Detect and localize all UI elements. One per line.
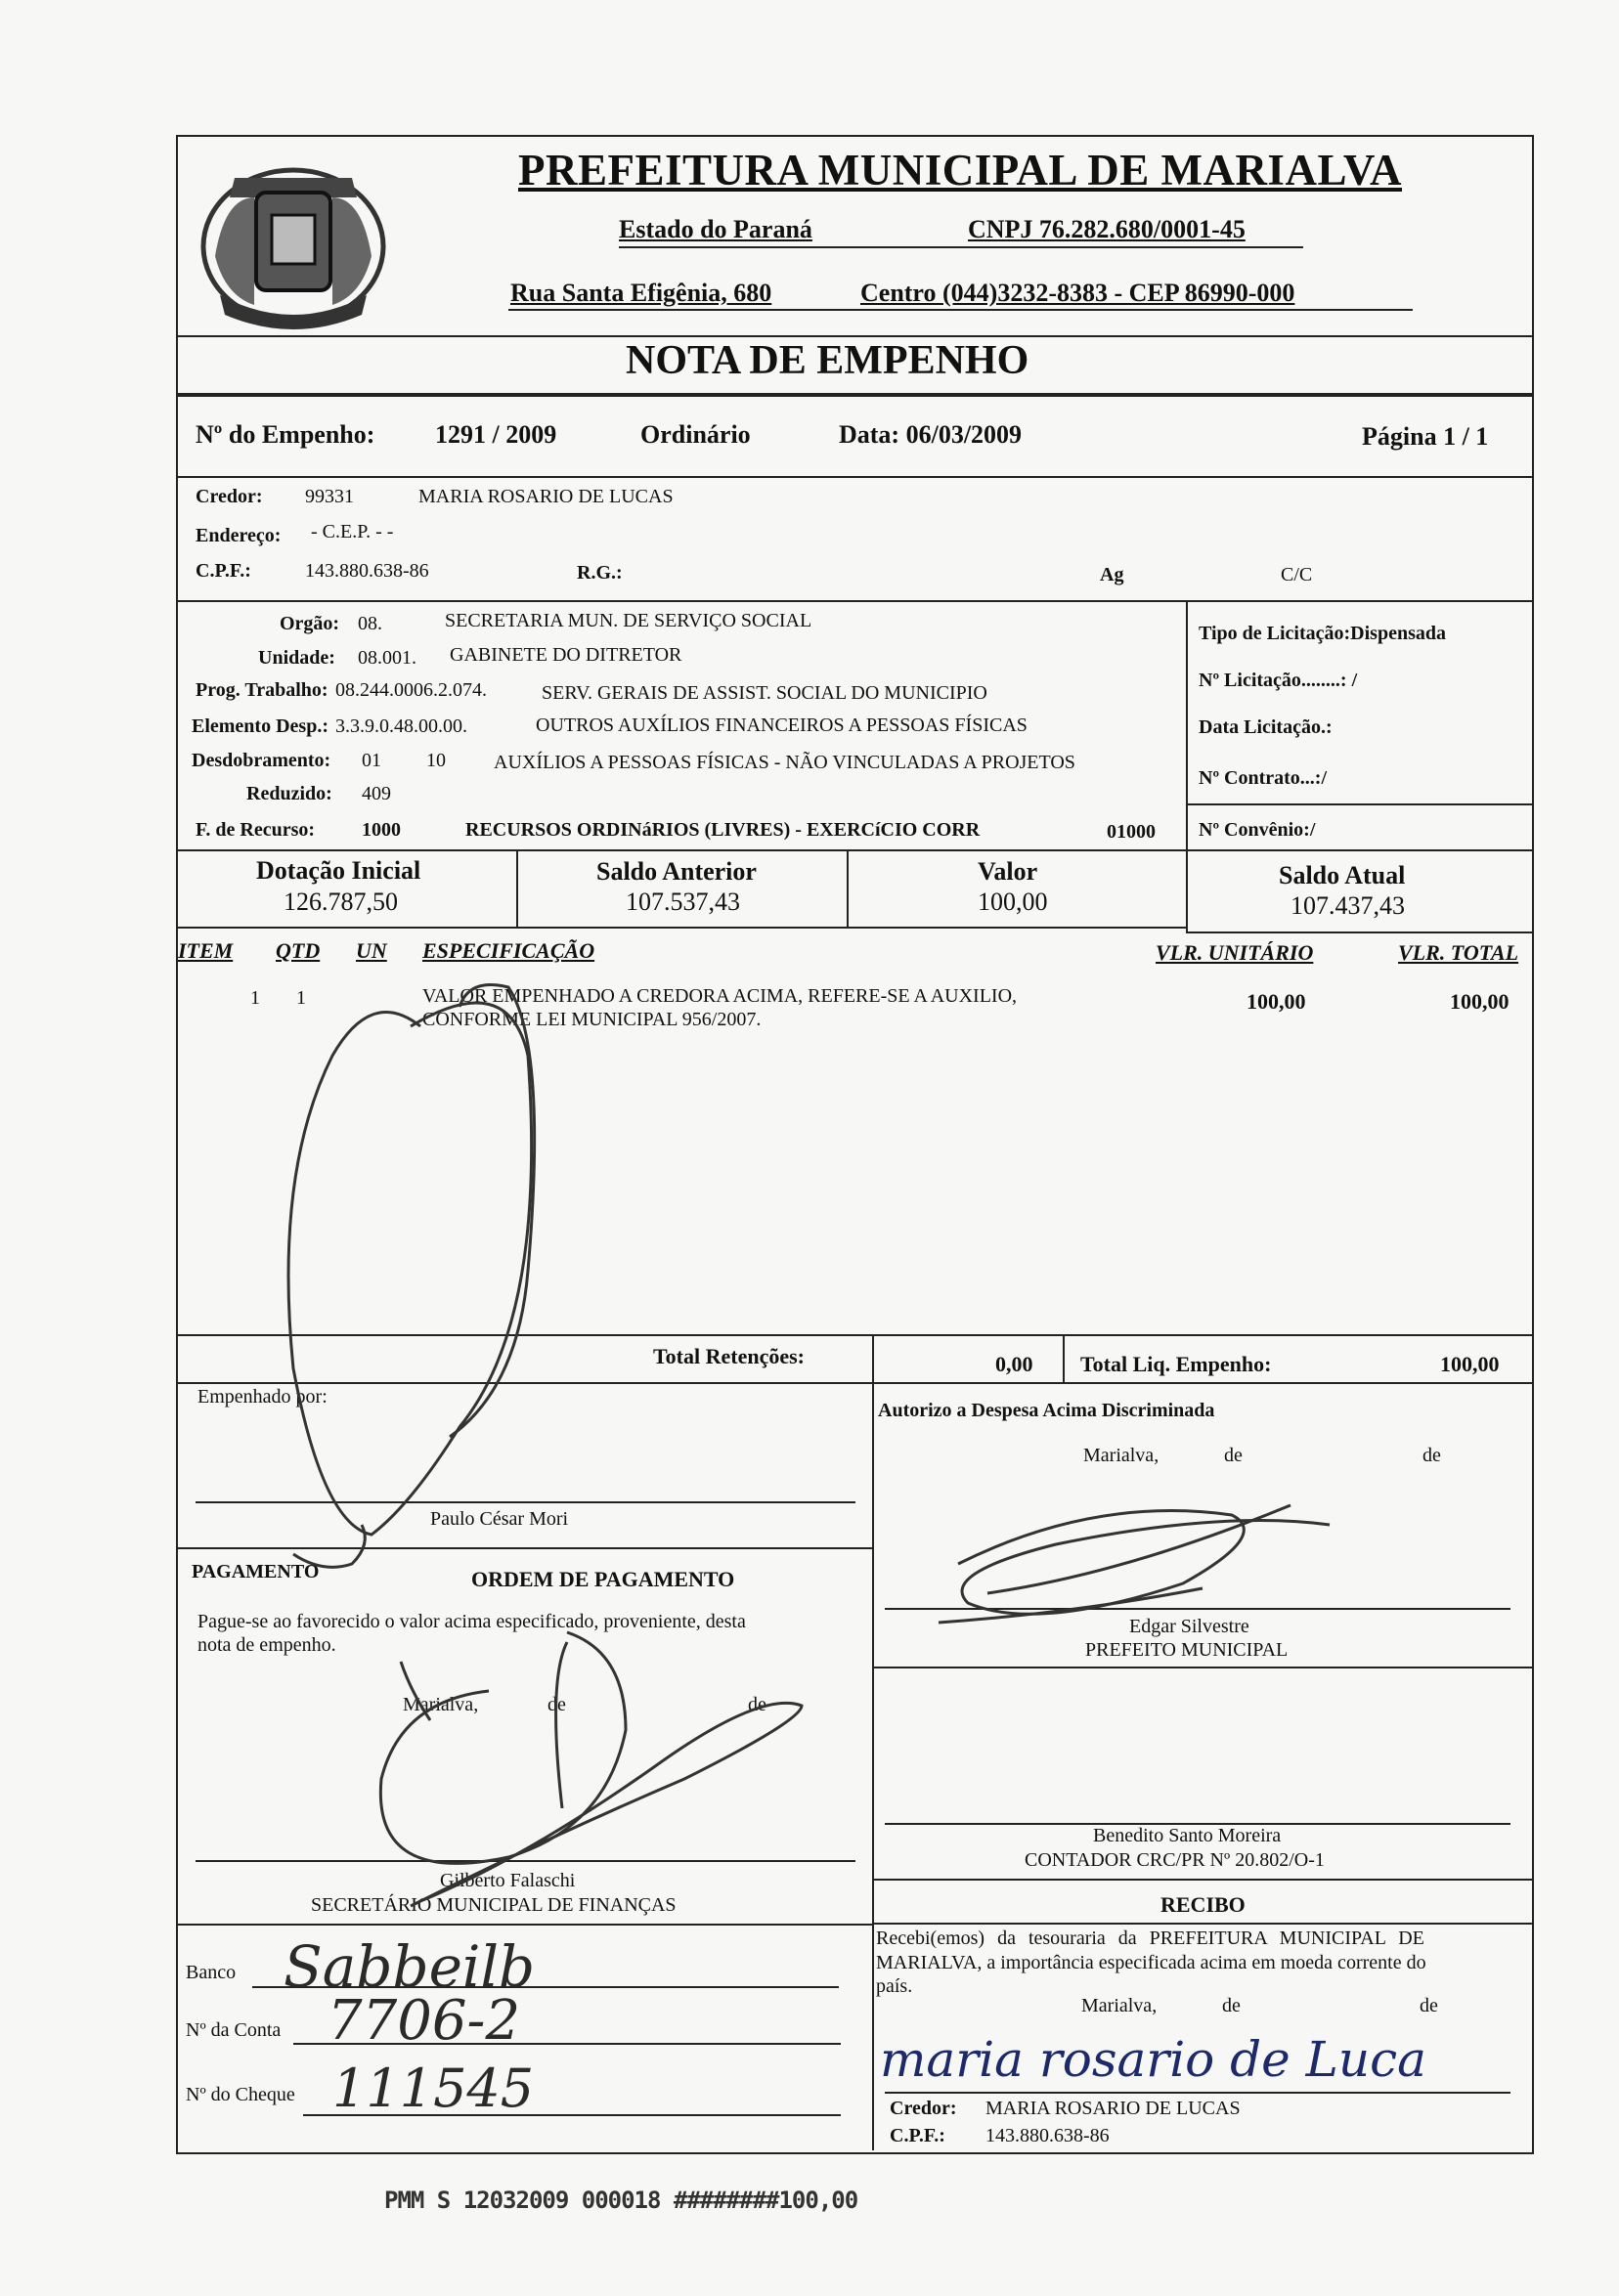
banco-label: Banco: [186, 1962, 237, 1983]
cpf-label: C.P.F.:: [196, 560, 251, 582]
item-qtd: 1: [296, 987, 306, 1009]
contador-name: Benedito Santo Moreira: [1093, 1825, 1282, 1846]
credor-signature: maria rosario de Luca: [880, 2031, 1426, 2088]
cheque-handwritten: 111545: [332, 2058, 535, 2119]
divider: [176, 600, 1532, 602]
convenio: Nº Convênio:/: [1199, 819, 1316, 841]
licitacao-data: Data Licitação.:: [1199, 716, 1333, 738]
item-description-line2: CONFORME LEI MUNICIPAL 956/2007.: [422, 1009, 762, 1030]
orgao-label: Orgão:: [280, 613, 340, 634]
col-un: UN: [356, 938, 387, 963]
unidade-label: Unidade:: [258, 647, 335, 669]
empenho-number: 1291 / 2009: [435, 420, 557, 449]
conta-handwritten: 7706-2: [328, 1989, 521, 2053]
divider: [1063, 1334, 1065, 1383]
banco-handwritten: Sabbeilb: [284, 1933, 536, 2000]
divider: [872, 1667, 1532, 1668]
divider: [176, 849, 1532, 851]
dotacao-label: Dotação Inicial: [256, 856, 421, 885]
item-total-value: 100,00: [1450, 989, 1510, 1014]
prog-name: SERV. GERAIS DE ASSIST. SOCIAL DO MUNICIPIO: [542, 682, 987, 704]
ag-label: Ag: [1100, 564, 1124, 585]
saldo-anterior-label: Saldo Anterior: [596, 857, 757, 886]
divider: [872, 1382, 874, 2150]
recibo-credor-name: MARIA ROSARIO DE LUCAS: [985, 2098, 1241, 2119]
recibo-text-3: país.: [876, 1975, 913, 1997]
divider: [872, 1879, 1532, 1881]
total-liq-label: Total Liq. Empenho:: [1080, 1352, 1272, 1376]
rg-label: R.G.:: [577, 562, 623, 584]
col-vlr-total: VLR. TOTAL: [1398, 940, 1519, 965]
pague-se-text-1: Pague-se ao favorecido o valor acima especificado, proveniente, desta: [197, 1611, 746, 1632]
doc-title: NOTA DE EMPENHO: [626, 338, 1029, 383]
recurso-name: RECURSOS ORDINáRIOS (LIVRES) - EXERCíCIO CORR: [465, 819, 981, 841]
recibo-text-1: Recebi(emos) da tesouraria da PREFEITURA MUNICIPAL DE: [876, 1928, 1424, 1949]
prefeito-name: Edgar Silvestre: [1129, 1616, 1249, 1637]
contrato: Nº Contrato...:/: [1199, 767, 1328, 789]
total-liq-value: 100,00: [1440, 1352, 1500, 1376]
divider: [1186, 931, 1532, 933]
de-label: de: [1222, 1995, 1241, 2016]
col-especificacao: ESPECIFICAÇÃO: [422, 938, 595, 963]
signature-line: [196, 1860, 855, 1862]
licitacao-numero: Nº Licitação........: /: [1199, 670, 1358, 691]
recibo-cpf-label: C.P.F.:: [890, 2125, 945, 2146]
desdobramento-label: Desdobramento:: [192, 750, 331, 771]
prog-label: Prog. Trabalho:: [196, 679, 328, 701]
unidade-code: 08.001.: [358, 647, 416, 669]
col-vlr-unitario: VLR. UNITÁRIO: [1156, 940, 1314, 965]
cheque-label: Nº do Cheque: [186, 2084, 295, 2105]
cpf-value: 143.880.638-86: [305, 560, 429, 582]
recurso-code: 1000: [362, 819, 401, 841]
credor-code: 99331: [305, 486, 354, 507]
dotacao-value: 126.787,50: [284, 888, 398, 916]
desd-b: 10: [426, 750, 446, 771]
secretario-role: SECRETÁRIO MUNICIPAL DE FINANÇAS: [311, 1894, 677, 1916]
item-number: 1: [250, 987, 260, 1009]
orgao-code: 08.: [358, 613, 382, 634]
reduzido-label: Reduzido:: [246, 783, 332, 804]
divider: [872, 1923, 1532, 1925]
empenhado-name: Paulo César Mori: [430, 1508, 569, 1530]
divider: [176, 393, 1532, 397]
elemento-name: OUTROS AUXÍLIOS FINANCEIROS A PESSOAS FÍSICAS: [536, 715, 1028, 736]
page-title: PREFEITURA MUNICIPAL DE MARIALVA: [518, 146, 1403, 195]
elemento-label: Elemento Desp.:: [192, 715, 328, 737]
de-label: de: [547, 1694, 566, 1715]
marialva-date-label: Marialva,: [403, 1694, 479, 1715]
empenho-type: Ordinário: [640, 420, 751, 449]
conta-label: Nº da Conta: [186, 2019, 282, 2041]
recibo-title: RECIBO: [1160, 1892, 1246, 1917]
signature-line: [196, 1501, 855, 1503]
recibo-credor-label: Credor:: [890, 2098, 957, 2119]
reduzido-value: 409: [362, 783, 391, 804]
retencoes-label: Total Retenções:: [653, 1344, 805, 1368]
divider: [176, 1382, 1532, 1384]
empenho-date: Data: 06/03/2009: [839, 420, 1023, 449]
recibo-cpf-value: 143.880.638-86: [985, 2125, 1110, 2146]
de-label: de: [748, 1694, 766, 1715]
secretario-name: Gilberto Falaschi: [440, 1870, 576, 1891]
contact-info: Centro (044)3232-8383 - CEP 86990-000: [860, 279, 1295, 307]
endereco-value: - C.E.P. - -: [311, 521, 394, 542]
cc-label: C/C: [1281, 564, 1313, 585]
street-address: Rua Santa Efigênia, 680: [510, 279, 772, 307]
pague-se-text-2: nota de empenho.: [197, 1634, 336, 1656]
retencoes-value: 0,00: [995, 1352, 1033, 1376]
unidade-name: GABINETE DO DITRETOR: [450, 644, 682, 666]
item-unit-value: 100,00: [1247, 989, 1306, 1014]
recurso-label: F. de Recurso:: [196, 819, 316, 841]
divider: [516, 849, 518, 928]
saldo-atual-label: Saldo Atual: [1279, 861, 1406, 889]
recurso-number: 01000: [1107, 821, 1156, 843]
divider: [176, 1547, 872, 1549]
marialva-date-label: Marialva,: [1083, 1445, 1160, 1466]
col-qtd: QTD: [276, 938, 321, 963]
header-rule-2: [508, 309, 1413, 311]
credor-name: MARIA ROSARIO DE LUCAS: [418, 486, 674, 507]
desdobramento-name: AUXÍLIOS A PESSOAS FÍSICAS - NÃO VINCULADAS A PROJETOS: [494, 752, 1075, 773]
state-name: Estado do Paraná: [619, 215, 812, 243]
credor-label: Credor:: [196, 486, 263, 507]
divider: [176, 927, 1186, 929]
valor-label: Valor: [978, 857, 1038, 886]
saldo-atual-value: 107.437,43: [1291, 891, 1405, 920]
de-label: de: [1420, 1995, 1438, 2016]
col-item: ITEM: [178, 938, 234, 963]
valor-value: 100,00: [978, 888, 1048, 916]
machine-stamp: PMM S 12032009 000018 ########100,00: [384, 2187, 858, 2214]
item-description-line1: VALOR EMPENHADO A CREDORA ACIMA, REFERE-SE A AUXILIO,: [422, 985, 1018, 1007]
divider: [176, 1924, 872, 1926]
pagamento-label: PAGAMENTO: [192, 1561, 320, 1582]
saldo-anterior-value: 107.537,43: [626, 888, 740, 916]
coat-of-arms-logo: [196, 139, 391, 334]
contador-role: CONTADOR CRC/PR Nº 20.802/O-1: [1025, 1849, 1325, 1871]
ordem-pagamento-label: ORDEM DE PAGAMENTO: [471, 1567, 735, 1591]
header-rule-1: [619, 246, 1303, 248]
endereco-label: Endereço:: [196, 525, 282, 546]
divider: [1186, 803, 1532, 805]
elemento-code: 3.3.9.0.48.00.00.: [335, 715, 467, 737]
cnpj: CNPJ 76.282.680/0001-45: [968, 215, 1246, 243]
orgao-name: SECRETARIA MUN. DE SERVIÇO SOCIAL: [445, 610, 812, 631]
marialva-date-label: Marialva,: [1081, 1995, 1158, 2016]
prefeito-role: PREFEITO MUNICIPAL: [1085, 1639, 1289, 1661]
divider: [1186, 849, 1188, 932]
divider: [176, 1334, 1532, 1336]
de-label: de: [1422, 1445, 1441, 1466]
desd-a: 01: [362, 750, 381, 771]
autorizo-label: Autorizo a Despesa Acima Discriminada: [878, 1400, 1215, 1421]
empenhado-por-label: Empenhado por:: [197, 1386, 328, 1408]
divider: [1186, 600, 1188, 849]
de-label: de: [1224, 1445, 1243, 1466]
licitacao-tipo: Tipo de Licitação:Dispensada: [1199, 623, 1446, 644]
divider: [847, 849, 849, 928]
divider: [872, 1334, 874, 1383]
divider: [176, 476, 1532, 478]
signature-line: [885, 1608, 1510, 1610]
signature-line: [885, 2092, 1510, 2094]
page-number: Página 1 / 1: [1362, 422, 1489, 451]
recibo-text-2: MARIALVA, a importância especificada acima em moeda corrente do: [876, 1952, 1426, 1973]
empenho-number-label: Nº do Empenho:: [196, 420, 375, 449]
prog-code: 08.244.0006.2.074.: [335, 679, 487, 701]
